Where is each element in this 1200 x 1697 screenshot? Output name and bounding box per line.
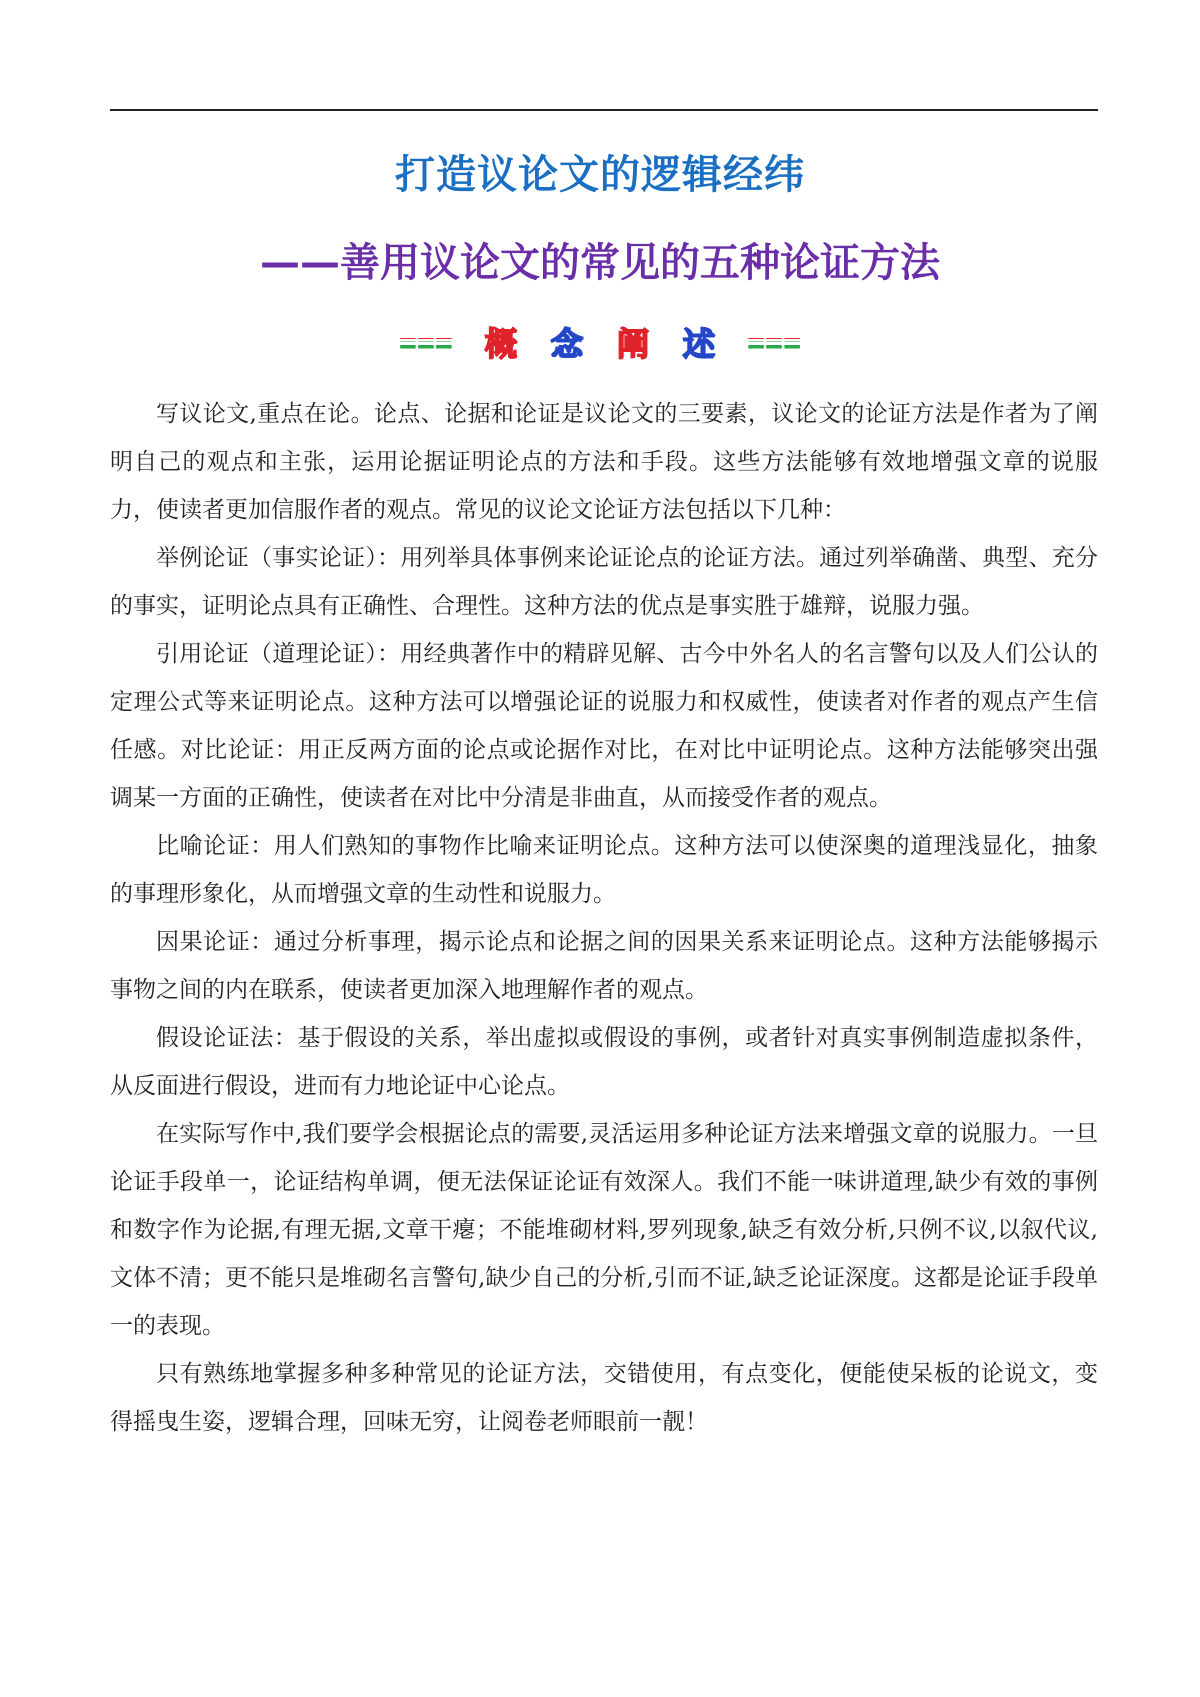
banner-right-marker: ===	[747, 326, 802, 361]
top-divider	[110, 109, 1098, 111]
paragraph-conclusion: 只有熟练地掌握多种多种常见的论证方法，交错使用，有点变化，便能使呆板的论说文，变得摇曳生姿，逻辑合理，回味无穷，让阅卷老师眼前一靓！	[110, 1361, 1098, 1435]
concept-banner	[0, 322, 1200, 366]
paragraph-metaphor-argument: 比喻论证：用人们熟知的事物作比喻来证明论点。这种方法可以使深奥的道理浅显化，抽象的事理形象化，从而增强文章的生动性和说服力。	[110, 833, 1098, 907]
page-title: 打造议论文的逻辑经纬	[395, 152, 805, 198]
paragraph-citation-argument: 引用论证（道理论证）：用经典著作中的精辟见解、古今中外名人的名言警句以及人们公认的定理公式等来证明论点。这种方法可以增强论证的说服力和权威性，使读者对作者的观点产生信任感。对比论证：用正反两方面的论点或论据作对比，在对比中证明论点。这种方法能够突出强调某一方面的正确性，使读者在对比中分清是非曲直，从而接受作者的观点。	[110, 641, 1098, 811]
banner-char-4: 述	[682, 325, 715, 363]
paragraph-practice: 在实际写作中,我们要学会根据论点的需要,灵活运用多种论证方法来增强文章的说服力。一旦论证手段单一，论证结构单调，便无法保证论证有效深人。我们不能一味讲道理,缺少有效的事例和数字作为论据,有理无据,文章干瘪；不能堆砌材料,罗列现象,缺乏有效分析,只例不议,以叙代议,文体不清；更不能只是堆砌名言警句,缺少自己的分析,引而不证,缺乏论证深度。这都是论证手段单一的表现。	[110, 1121, 1098, 1339]
banner-char-3: 阐	[616, 325, 649, 363]
banner-char-1: 概	[484, 325, 517, 363]
paragraph-intro: 写议论文,重点在论。论点、论据和论证是议论文的三要素，议论文的论证方法是作者为了阐明自己的观点和主张，运用论据证明论点的方法和手段。这些方法能够有效地增强文章的说服力，使读者更加信服作者的观点。常见的议论文论证方法包括以下几种：	[110, 401, 1098, 523]
paragraph-causal-argument: 因果论证：通过分析事理，揭示论点和论据之间的因果关系来证明论点。这种方法能够揭示事物之间的内在联系，使读者更加深入地理解作者的观点。	[110, 929, 1098, 1003]
paragraph-example-argument: 举例论证（事实论证）：用列举具体事例来论证论点的论证方法。通过列举确凿、典型、充分的事实，证明论点具有正确性、合理性。这种方法的优点是事实胜于雄辩，说服力强。	[110, 545, 1098, 619]
banner-left-marker: ===	[398, 326, 453, 361]
article-body	[110, 390, 1098, 1446]
banner-char-2: 念	[550, 325, 583, 363]
paragraph-hypothesis-argument: 假设论证法：基于假设的关系，举出虚拟或假设的事例，或者针对真实事例制造虚拟条件，从反面进行假设，进而有力地论证中心论点。	[110, 1025, 1098, 1099]
page-subtitle: ——善用议论文的常见的五种论证方法	[260, 240, 940, 286]
